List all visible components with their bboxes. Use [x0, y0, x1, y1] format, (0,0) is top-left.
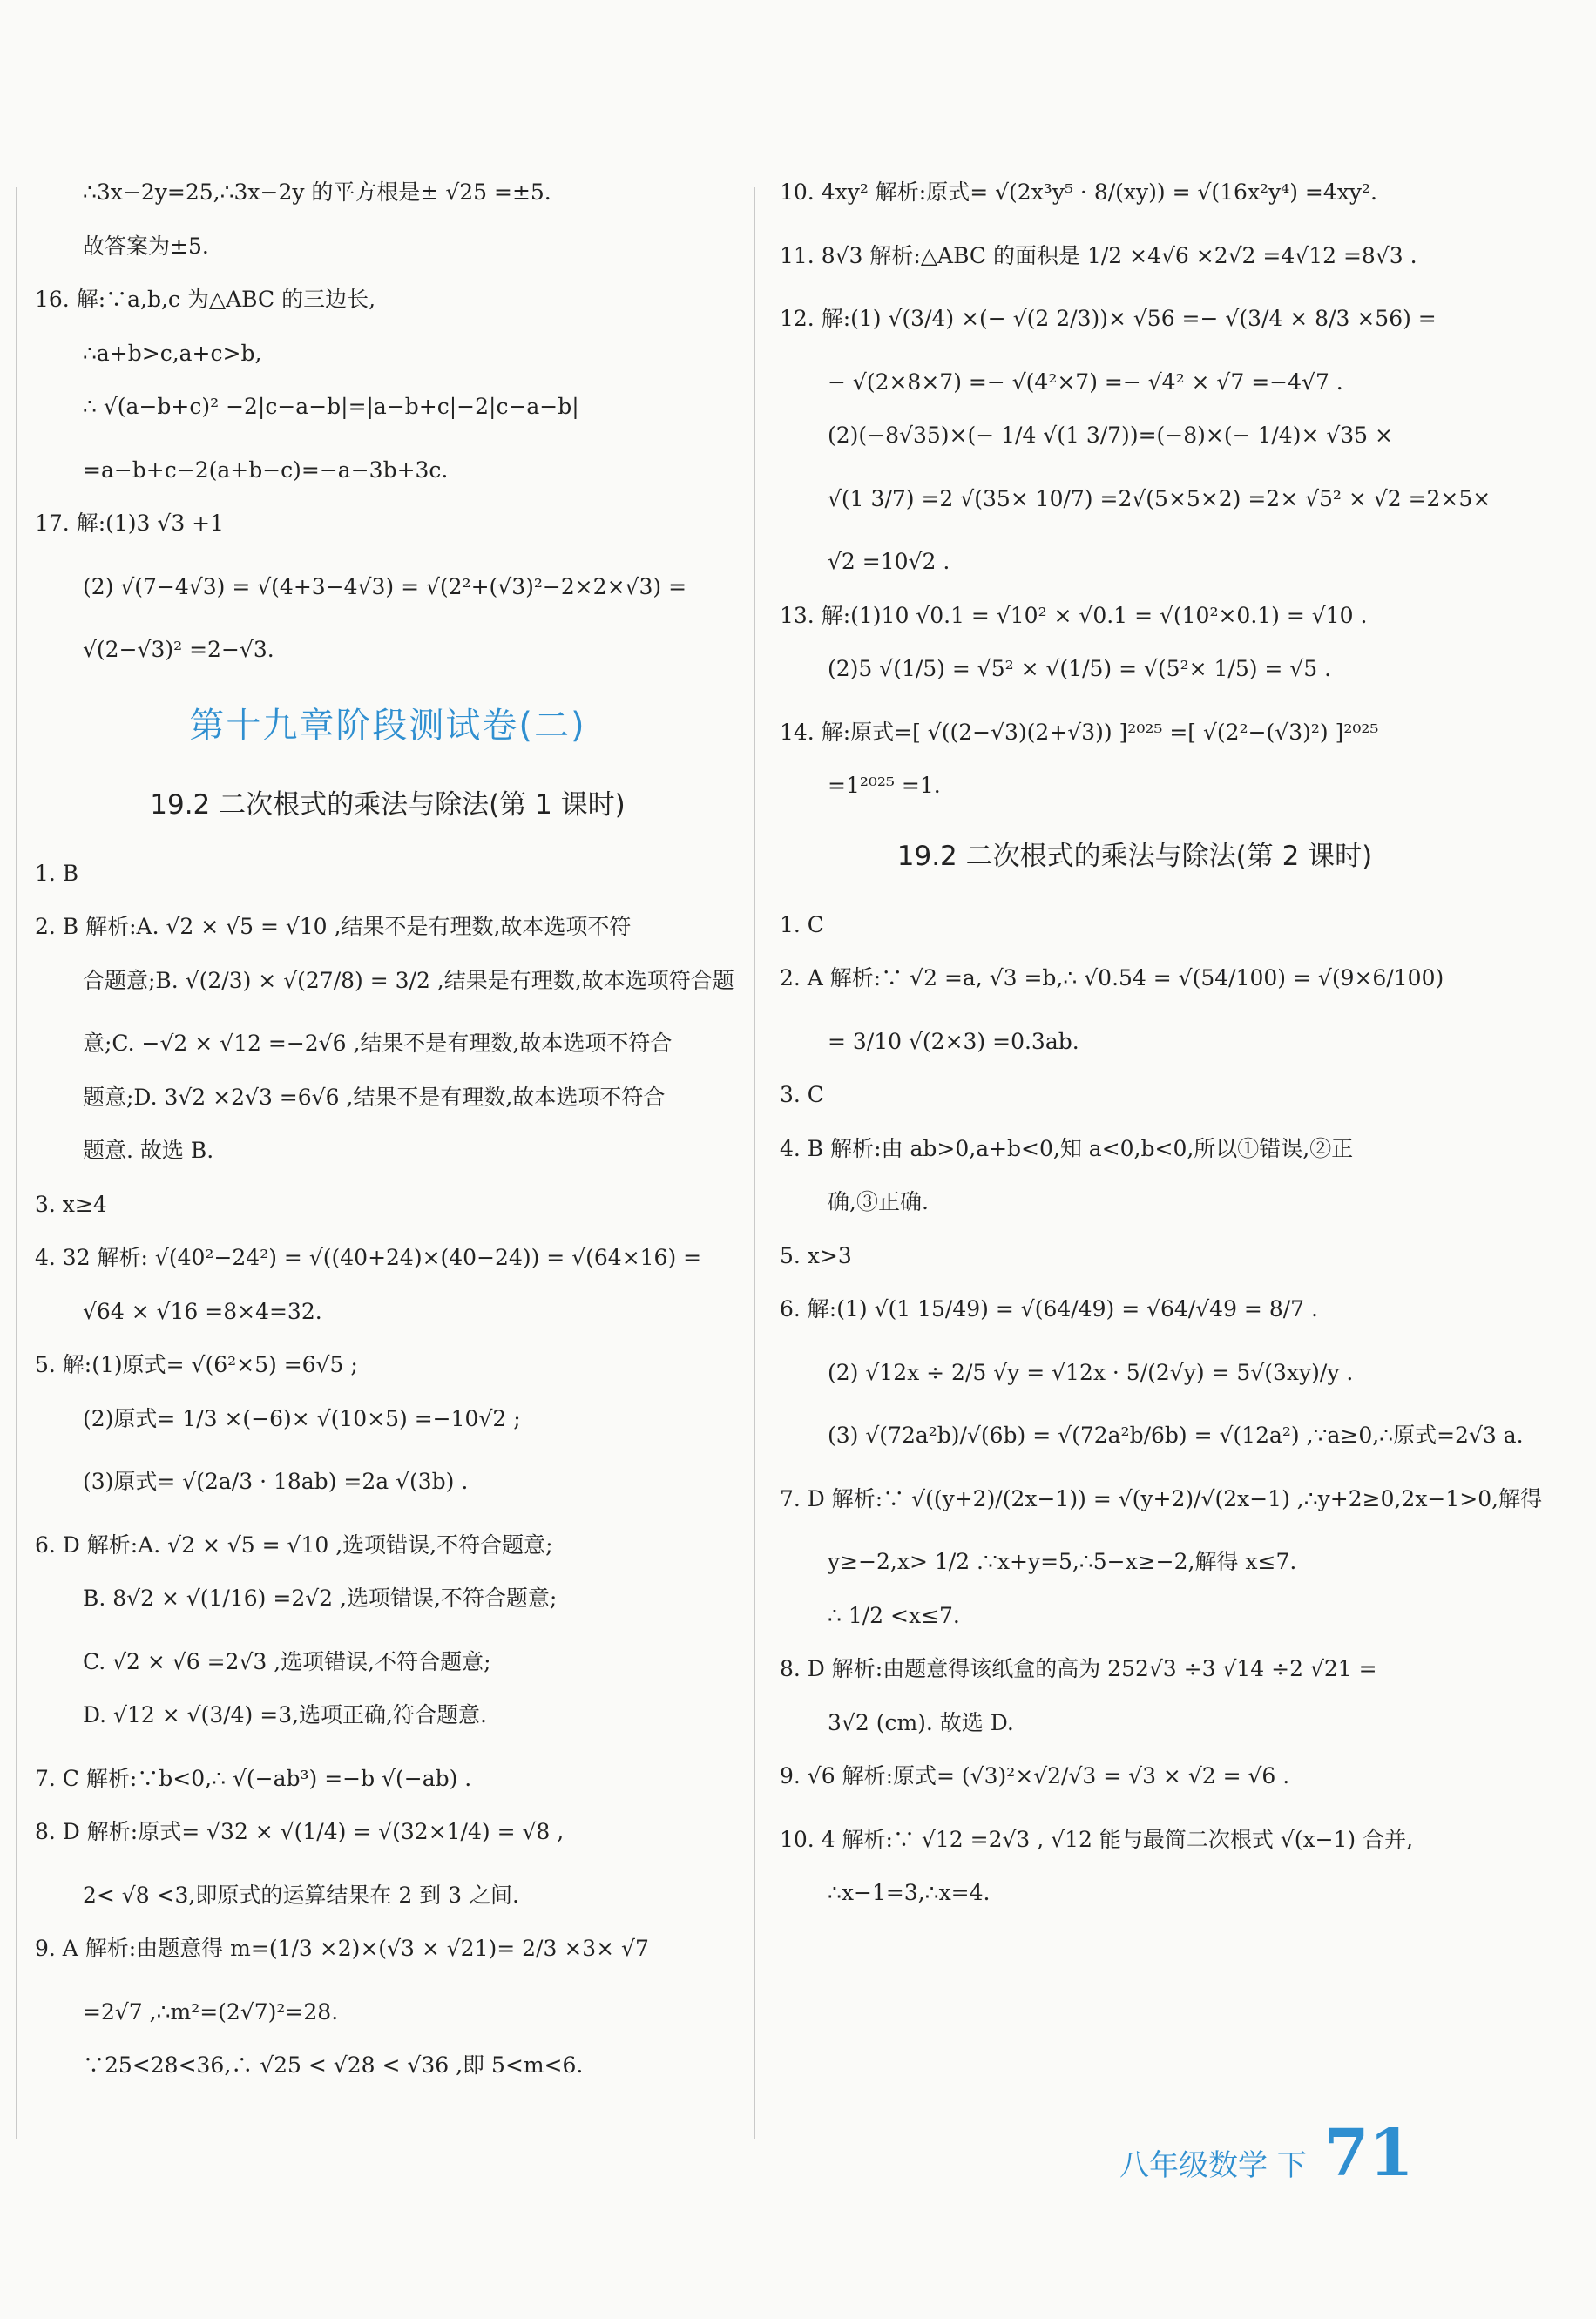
page-number: 71	[1323, 2116, 1414, 2191]
answer-line: (2) √12x ÷ 2/5 √y = √12x · 5/(2√y) = 5√(3xy)/y .	[828, 1359, 1354, 1385]
answer-line: 2. A 解析:∵ √2 =a, √3 =b,∴ √0.54 = √(54/100) = √(9×6/100)	[780, 965, 1444, 990]
answer-line: 7. C 解析:∵b<0,∴ √(−ab³) =−b √(−ab) .	[35, 1765, 472, 1791]
answer-line: (2) √(7−4√3) = √(4+3−4√3) = √(2²+(√3)²−2×2×√3) =	[83, 573, 687, 599]
answer-line: 2< √8 <3,即原式的运算结果在 2 到 3 之间.	[83, 1882, 519, 1908]
section-heading: 第十九章阶段测试卷(二)	[189, 705, 586, 746]
answer-line: 确,③正确.	[828, 1189, 929, 1214]
answer-line: B. 8√2 × √(1/16) =2√2 ,选项错误,不符合题意;	[83, 1585, 558, 1611]
answer-line: 8. D 解析:原式= √32 × √(1/4) = √(32×1/4) = √8 ,	[35, 1819, 565, 1844]
answer-line: 7. D 解析:∵ √((y+2)/(2x−1)) = √(y+2)/√(2x−1) ,∴y+2≥0,2x−1>0,解得	[780, 1485, 1543, 1511]
answer-line: 4. 32 解析: √(40²−24²) = √((40+24)×(40−24)) = √(64×16) =	[35, 1245, 702, 1270]
answer-line: 9. A 解析:由题意得 m=(1/3 ×2)×(√3 × √21)= 2/3 ×3× √7	[35, 1936, 649, 1961]
answer-line: 合题意;B. √(2/3) × √(27/8) = 3/2 ,结果是有理数,故本选项符合题	[83, 967, 734, 993]
answer-line: 14. 解:原式=[ √((2−√3)(2+√3)) ]²⁰²⁵ =[ √(2²−(√3)²) ]²⁰²⁵	[780, 719, 1379, 745]
answer-line: √(1 3/7) =2 √(35× 10/7) =2√(5×5×2) =2× √5² × √2 =2×5×	[828, 485, 1491, 511]
answer-line: 2. B 解析:A. √2 × √5 = √10 ,结果不是有理数,故本选项不符	[35, 914, 632, 939]
answer-line: (3) √(72a²b)/√(6b) = √(72a²b/6b) = √(12a²) ,∵a≥0,∴原式=2√3 a.	[828, 1423, 1524, 1448]
footer-book-label: 八年级数学 下	[1119, 2148, 1307, 2183]
answer-line: (3)原式= √(2a/3 · 18ab) =2a √(3b) .	[83, 1469, 469, 1494]
answer-line: 13. 解:(1)10 √0.1 = √10² × √0.1 = √(10²×0.1) = √10 .	[780, 602, 1368, 628]
answer-line: (2)(−8√35)×(− 1/4 √(1 3/7))=(−8)×(− 1/4)× √35 ×	[828, 423, 1393, 448]
answer-line: 10. 4 解析:∵ √12 =2√3 , √12 能与最简二次根式 √(x−1) 合并,	[780, 1826, 1414, 1852]
lesson-subheading: 19.2 二次根式的乘法与除法(第 1 课时)	[150, 788, 626, 821]
answer-line: 8. D 解析:由题意得该纸盒的高为 252√3 ÷3 √14 ÷2 √21 =	[780, 1656, 1377, 1681]
left-column	[35, 179, 741, 2106]
answer-line: 6. 解:(1) √(1 15/49) = √(64/49) = √64/√49 = 8/7 .	[780, 1296, 1318, 1322]
answer-line: 题意. 故选 B.	[83, 1138, 214, 1163]
answer-line: − √(2×8×7) =− √(4²×7) =− √4² × √7 =−4√7 .	[828, 368, 1343, 395]
answer-line: ∵25<28<36,∴ √25 < √28 < √36 ,即 5<m<6.	[83, 2052, 584, 2078]
answer-line: 1. C	[780, 911, 824, 937]
answer-line: 17. 解:(1)3 √3 +1	[35, 510, 225, 536]
answer-line: (2)5 √(1/5) = √5² × √(1/5) = √(5²× 1/5) = √5 .	[828, 656, 1332, 681]
answer-line: ∴x−1=3,∴x=4.	[828, 1880, 991, 1905]
answer-line: 3. C	[780, 1082, 824, 1107]
answer-line: (2)原式= 1/3 ×(−6)× √(10×5) =−10√2 ;	[83, 1405, 521, 1431]
answer-line: 6. D 解析:A. √2 × √5 = √10 ,选项错误,不符合题意;	[35, 1531, 553, 1558]
answer-line: 1. B	[35, 860, 79, 886]
answer-line: ∴ 1/2 <x≤7.	[828, 1602, 960, 1628]
answer-line: √64 × √16 =8×4=32.	[83, 1298, 322, 1324]
answer-line: D. √12 × √(3/4) =3,选项正确,符合题意.	[83, 1702, 487, 1727]
page-footer	[1119, 2116, 1414, 2191]
answer-line: 5. x>3	[780, 1242, 852, 1268]
left-column-rule	[16, 187, 17, 2139]
answer-line: =1²⁰²⁵ =1.	[828, 773, 941, 798]
answer-line: 3√2 (cm). 故选 D.	[828, 1709, 1014, 1735]
answer-line: 9. √6 解析:原式= (√3)²×√2/√3 = √3 × √2 = √6 .	[780, 1763, 1290, 1788]
answer-line: 意;C. −√2 × √12 =−2√6 ,结果不是有理数,故本选项不符合	[83, 1031, 673, 1056]
answer-line: 5. 解:(1)原式= √(6²×5) =6√5 ;	[35, 1352, 358, 1377]
answer-line: 12. 解:(1) √(3/4) ×(− √(2 2/3))× √56 =− √(3/4 × 8/3 ×56) =	[780, 306, 1437, 331]
center-column-rule	[754, 187, 755, 2139]
answer-line: y≥−2,x> 1/2 .∵x+y=5,∴5−x≥−2,解得 x≤7.	[828, 1549, 1297, 1574]
answer-line: 11. 8√3 解析:△ABC 的面积是 1/2 ×4√6 ×2√2 =4√12 =8√3 .	[780, 242, 1417, 268]
answer-line: 故答案为±5.	[83, 233, 209, 259]
answer-line: = 3/10 √(2×3) =0.3ab.	[828, 1028, 1079, 1054]
answer-line: =2√7 ,∴m²=(2√7)²=28.	[83, 1998, 339, 2025]
answer-line: ∴ √(a−b+c)² −2|c−a−b|=|a−b+c|−2|c−a−b|	[83, 394, 579, 419]
answer-line: 4. B 解析:由 ab>0,a+b<0,知 a<0,b<0,所以①错误,②正	[780, 1135, 1354, 1161]
answer-line: C. √2 × √6 =2√3 ,选项错误,不符合题意;	[83, 1648, 491, 1674]
answer-line: ∴3x−2y=25,∴3x−2y 的平方根是± √25 =±5.	[83, 179, 551, 205]
answer-line: 16. 解:∵a,b,c 为△ABC 的三边长,	[35, 287, 376, 312]
answer-line: =a−b+c−2(a+b−c)=−a−3b+3c.	[83, 456, 449, 483]
answer-line: 3. x≥4	[35, 1191, 107, 1217]
answer-line: ∴a+b>c,a+c>b,	[83, 340, 262, 366]
answer-line: 10. 4xy² 解析:原式= √(2x³y⁵ · 8/(xy)) = √(16x²y⁴) =4xy².	[780, 179, 1377, 205]
right-column	[780, 179, 1543, 1933]
answer-line: √2 =10√2 .	[828, 549, 950, 574]
answer-line: 题意;D. 3√2 ×2√3 =6√6 ,结果不是有理数,故本选项不符合	[83, 1084, 666, 1110]
answer-line: √(2−√3)² =2−√3.	[83, 637, 274, 662]
lesson-subheading: 19.2 二次根式的乘法与除法(第 2 课时)	[896, 840, 1373, 872]
